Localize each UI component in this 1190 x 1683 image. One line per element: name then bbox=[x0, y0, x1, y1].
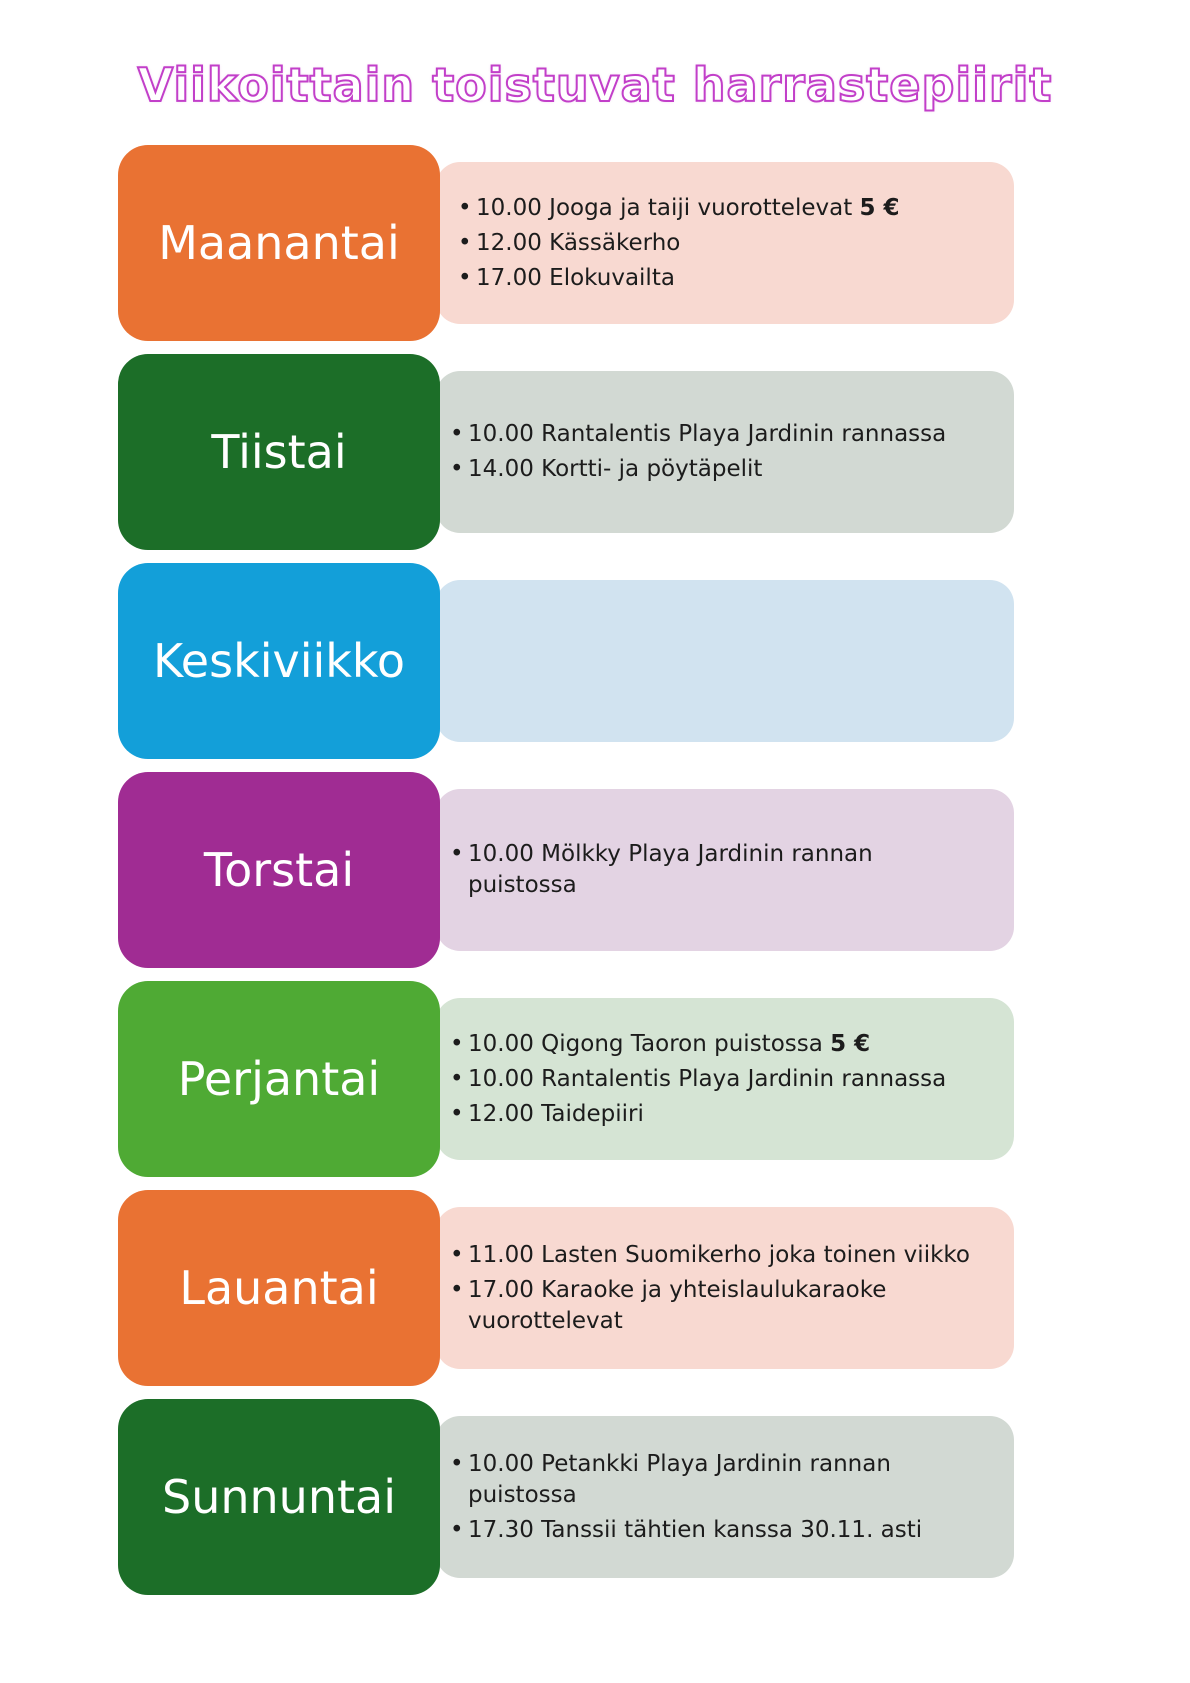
activity-panel bbox=[436, 998, 1014, 1160]
day-row-tiistai bbox=[118, 354, 1014, 550]
activity-item bbox=[456, 228, 1000, 259]
activity-item bbox=[448, 454, 1000, 485]
activity-item bbox=[448, 839, 898, 901]
day-label: Keskiviikko bbox=[118, 563, 440, 759]
activity-item bbox=[448, 1515, 1000, 1546]
activity-item bbox=[448, 419, 1000, 450]
day-row-torstai bbox=[118, 772, 1014, 968]
activity-item bbox=[448, 1029, 1000, 1060]
activity-text: 17.00 Karaoke ja yhteislaulukaraoke vuorottelevat bbox=[468, 1276, 887, 1334]
activity-panel bbox=[436, 162, 1014, 324]
activity-text: 10.00 Mölkky Playa Jardinin rannan puistossa bbox=[468, 841, 873, 898]
activity-text: 12.00 Taidepiiri bbox=[468, 1100, 644, 1127]
activity-item bbox=[448, 1064, 1000, 1095]
day-label: Maanantai bbox=[118, 145, 440, 341]
activity-text: 10.00 Jooga ja taiji vuorottelevat bbox=[476, 194, 860, 221]
activity-text: 10.00 Qigong Taoron puistossa bbox=[468, 1030, 831, 1057]
activity-panel bbox=[436, 1416, 1014, 1578]
activity-text: 12.00 Kässäkerho bbox=[476, 229, 681, 256]
activity-price: 5 € bbox=[859, 194, 900, 221]
activity-text: 10.00 Rantalentis Playa Jardinin rannassa bbox=[468, 421, 947, 447]
activity-text: 14.00 Kortti- ja pöytäpelit bbox=[468, 456, 763, 482]
activity-item bbox=[448, 1275, 938, 1337]
day-label: Torstai bbox=[118, 772, 440, 968]
activity-item bbox=[448, 1240, 1000, 1271]
activity-panel bbox=[436, 371, 1014, 533]
activity-text: 10.00 Petankki Playa Jardinin rannan puistossa bbox=[468, 1450, 891, 1508]
activity-text: 10.00 Rantalentis Playa Jardinin rannassa bbox=[468, 1065, 947, 1092]
page-title: Viikoittain toistuvat harrastepiirit bbox=[137, 58, 1053, 112]
day-row-sunnuntai bbox=[118, 1399, 1014, 1595]
day-label: Lauantai bbox=[118, 1190, 440, 1386]
day-label: Sunnuntai bbox=[118, 1399, 440, 1595]
day-label: Perjantai bbox=[118, 981, 440, 1177]
day-row-lauantai bbox=[118, 1190, 1014, 1386]
activity-text: 17.00 Elokuvailta bbox=[476, 264, 675, 291]
activity-panel bbox=[436, 1207, 1014, 1369]
activity-text: 11.00 Lasten Suomikerho joka toinen viikko bbox=[468, 1241, 970, 1268]
activity-item bbox=[448, 1099, 1000, 1130]
activity-price: 5 € bbox=[830, 1030, 871, 1057]
day-row-keskiviikko bbox=[118, 563, 1014, 759]
activity-panel bbox=[436, 580, 1014, 742]
activity-text: 17.30 Tanssii tähtien kanssa 30.11. asti bbox=[468, 1516, 923, 1543]
day-row-perjantai bbox=[118, 981, 1014, 1177]
activity-panel bbox=[436, 789, 1014, 951]
activity-item bbox=[456, 263, 1000, 294]
day-row-maanantai bbox=[118, 145, 1014, 341]
activity-item bbox=[448, 1449, 938, 1511]
activity-item bbox=[456, 193, 1000, 224]
day-label: Tiistai bbox=[118, 354, 440, 550]
